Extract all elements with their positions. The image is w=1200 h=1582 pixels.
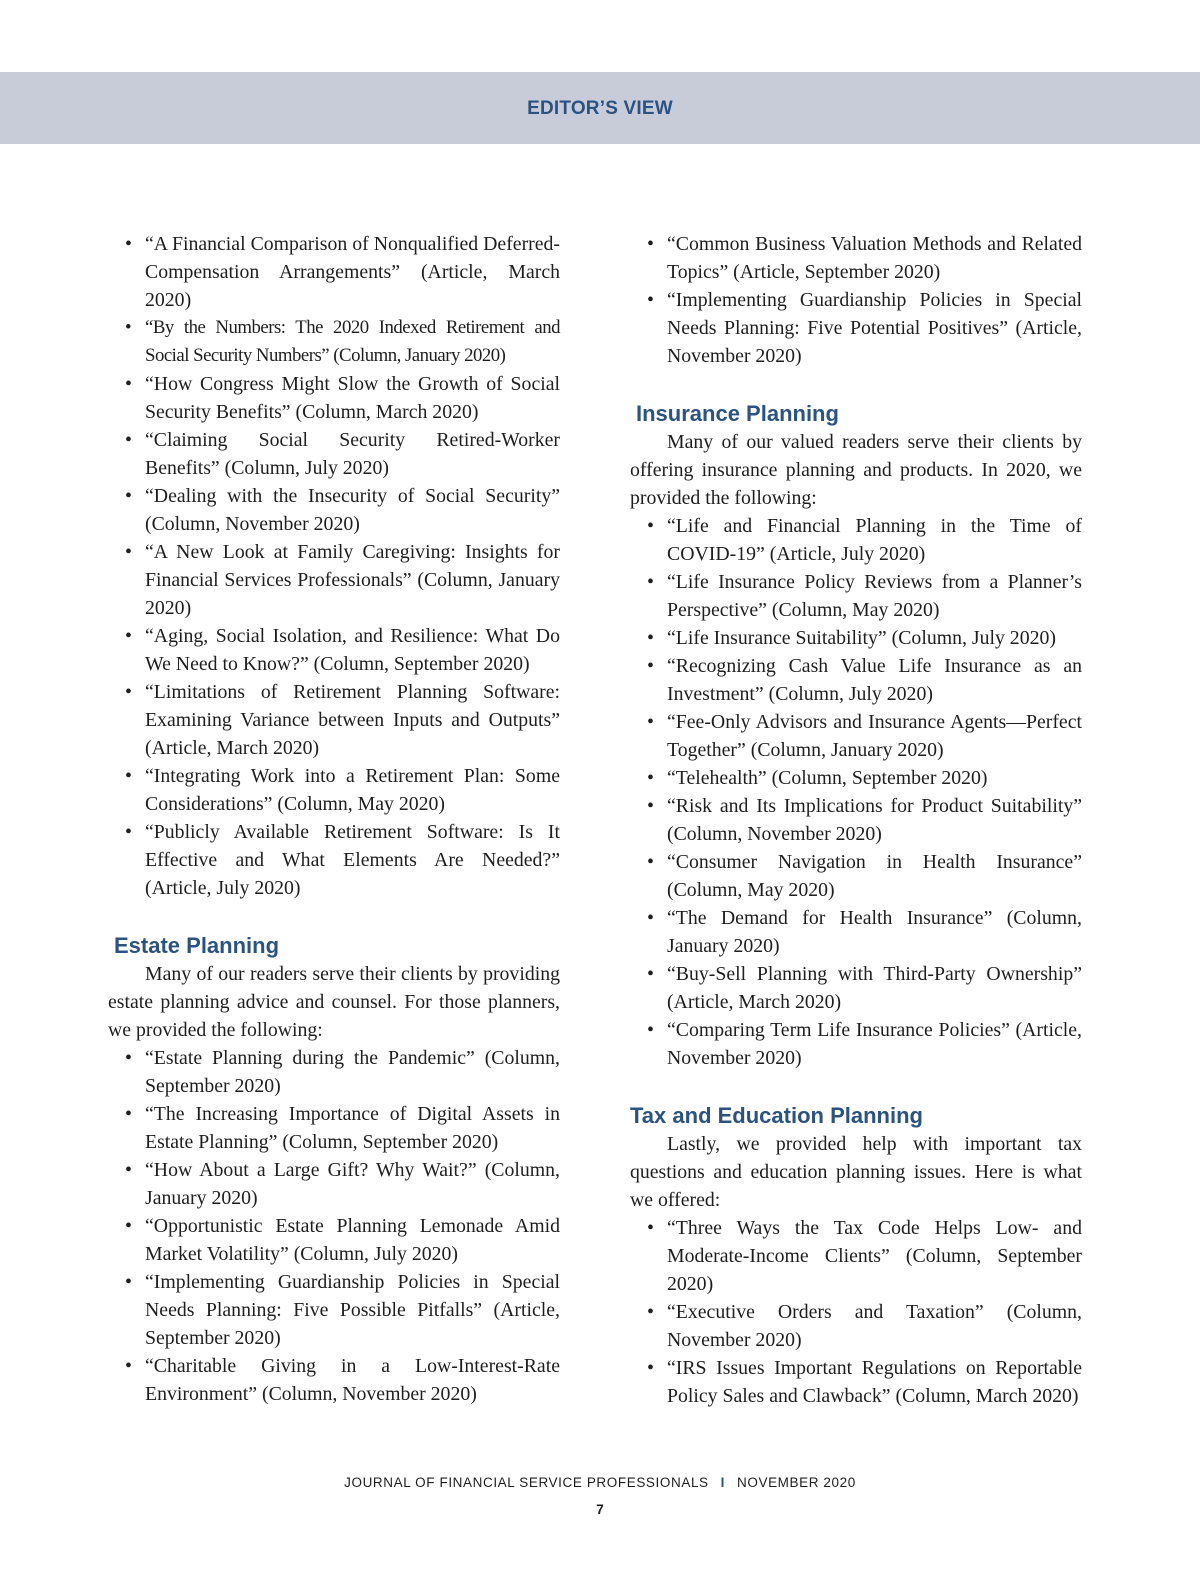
insurance-planning-list <box>630 512 1082 1072</box>
journal-footer <box>0 1475 1200 1490</box>
list-item: • “Aging, Social Isolation, and Resilience: What Do We Need to Know?” (Column, September 2020) <box>108 622 560 678</box>
tax-education-planning-intro: Lastly, we provided help with important tax questions and education planning issues. Here is what we offered: <box>630 1133 1082 1211</box>
list-item: • “Recognizing Cash Value Life Insurance as an Investment” (Column, July 2020) <box>630 652 1082 708</box>
list-item: • “Dealing with the Insecurity of Social Security” (Column, November 2020) <box>108 482 560 538</box>
list-item: • “Life and Financial Planning in the Time of COVID-19” (Article, July 2020) <box>630 512 1082 568</box>
estate-planning-heading: Estate Planning <box>114 933 280 958</box>
estate-planning-intro: Many of our readers serve their clients by providing estate planning advice and counsel. For those planners, we provided the following: <box>108 963 560 1041</box>
list-item: • “Consumer Navigation in Health Insurance” (Column, May 2020) <box>630 848 1082 904</box>
page-number: 7 <box>596 1502 604 1517</box>
right-column <box>630 230 1082 1410</box>
list-item: • “Implementing Guardianship Policies in Special Needs Planning: Five Possible Pitfalls” (Article, September 2020) <box>108 1268 560 1352</box>
list-item: • “A New Look at Family Caregiving: Insights for Financial Services Professionals” (Column, January 2020) <box>108 538 560 622</box>
issue-date: NOVEMBER 2020 <box>737 1475 856 1490</box>
list-item: • “A Financial Comparison of Nonqualified Deferred-Compensation Arrangements” (Article, March 2020) <box>108 230 560 314</box>
estate-planning-list <box>108 1044 560 1408</box>
list-item: • “Telehealth” (Column, September 2020) <box>630 764 1082 792</box>
list-item: • “Life Insurance Suitability” (Column, July 2020) <box>630 624 1082 652</box>
list-item: • “The Demand for Health Insurance” (Column, January 2020) <box>630 904 1082 960</box>
tax-education-planning-heading: Tax and Education Planning <box>630 1103 923 1128</box>
footer-separator: I <box>720 1475 726 1490</box>
list-item: • “Limitations of Retirement Planning Software: Examining Variance between Inputs and Outputs” (Article, March 2020) <box>108 678 560 762</box>
list-item: • “How About a Large Gift? Why Wait?” (Column, January 2020) <box>108 1156 560 1212</box>
list-item: • “Charitable Giving in a Low-Interest-Rate Environment” (Column, November 2020) <box>108 1352 560 1408</box>
list-item: • “Claiming Social Security Retired-Worker Benefits” (Column, July 2020) <box>108 426 560 482</box>
list-item: • “IRS Issues Important Regulations on Reportable Policy Sales and Clawback” (Column, March 2020) <box>630 1354 1082 1410</box>
list-item: • “Common Business Valuation Methods and Related Topics” (Article, September 2020) <box>630 230 1082 286</box>
list-item: • “Opportunistic Estate Planning Lemonade Amid Market Volatility” (Column, July 2020) <box>108 1212 560 1268</box>
insurance-planning-heading: Insurance Planning <box>636 401 839 426</box>
list-item: • “Three Ways the Tax Code Helps Low- and Moderate-Income Clients” (Column, September 2020) <box>630 1214 1082 1298</box>
journal-name: JOURNAL OF FINANCIAL SERVICE PROFESSIONALS <box>344 1475 709 1490</box>
continued-list <box>630 230 1082 370</box>
list-item: • “Comparing Term Life Insurance Policies” (Article, November 2020) <box>630 1016 1082 1072</box>
tax-education-planning-list <box>630 1214 1082 1410</box>
list-item: • “Integrating Work into a Retirement Plan: Some Considerations” (Column, May 2020) <box>108 762 560 818</box>
list-item: • “Executive Orders and Taxation” (Column, November 2020) <box>630 1298 1082 1354</box>
insurance-planning-intro: Many of our valued readers serve their clients by offering insurance planning and products. In 2020, we provided the following: <box>630 431 1082 509</box>
list-item: • “How Congress Might Slow the Growth of Social Security Benefits” (Column, March 2020) <box>108 370 560 426</box>
page-header-title: EDITOR’S VIEW <box>527 98 673 119</box>
list-item: • “Buy-Sell Planning with Third-Party Ownership” (Article, March 2020) <box>630 960 1082 1016</box>
list-item: • “Life Insurance Policy Reviews from a Planner’s Perspective” (Column, May 2020) <box>630 568 1082 624</box>
list-item: • “Publicly Available Retirement Software: Is It Effective and What Elements Are Needed?” (Article, July 2020) <box>108 818 560 902</box>
list-item: • “Estate Planning during the Pandemic” (Column, September 2020) <box>108 1044 560 1100</box>
list-item: • “Risk and Its Implications for Product Suitability” (Column, November 2020) <box>630 792 1082 848</box>
list-item: • “By the Numbers: The 2020 Indexed Retirement and Social Security Numbers” (Column, January 2020) <box>108 314 560 370</box>
list-item: • “Fee-Only Advisors and Insurance Agents—Perfect Together” (Column, January 2020) <box>630 708 1082 764</box>
left-column <box>108 230 560 1408</box>
list-item: • “The Increasing Importance of Digital Assets in Estate Planning” (Column, September 2020) <box>108 1100 560 1156</box>
list-item: • “Implementing Guardianship Policies in Special Needs Planning: Five Potential Positives” (Article, November 2020) <box>630 286 1082 370</box>
retirement-list <box>108 230 560 902</box>
